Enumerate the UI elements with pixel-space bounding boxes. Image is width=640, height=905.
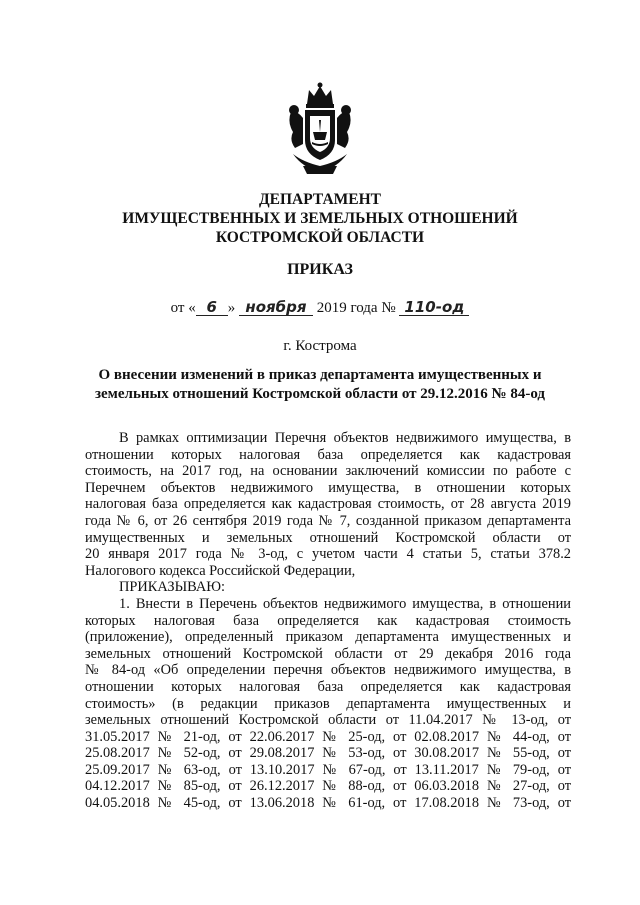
order-word: ПРИКАЗЫВАЮ: [119,579,226,596]
item-line: которых налоговая база определяется как кадастровая стоимость [85,612,571,629]
kostroma-coat-of-arms-icon [283,82,357,178]
number-sign: № [381,300,396,316]
item-line: отношении которых налоговая база определяется как кадастровая [85,678,571,695]
preamble-line: 20 января 2017 года № 3-од, с учетом части 4 статьи 5, статьи 378.2 [85,546,571,563]
subject-line-1: О внесении изменений в приказ департамента имущественных и [98,367,542,383]
order-body [85,430,571,812]
item-line: 31.05.2017 № 21-од, от 22.06.2017 № 25-од, от 02.08.2017 № 44-од, от [85,728,571,745]
preamble-paragraph [85,430,571,579]
item-line: земельных отношений Костромской области от 29 декабря 2016 года [85,645,571,662]
item-line: 25.09.2017 № 63-од, от 13.10.2017 № 67-од, от 13.11.2017 № 79-од, от [85,761,571,778]
item-line: стоимость» (в редакции приказов департамента имущественных и [85,695,571,712]
order-date-line [0,299,640,317]
item-line: № 84-од «Об определении перечня объектов недвижимого имущества, в [85,662,571,679]
date-prefix: от « [170,300,196,316]
item-line: 1. Внести в Перечень объектов недвижимого имущества, в отношении [119,595,571,612]
date-day: 6 [196,299,228,316]
date-mid: » [227,300,236,316]
item-line: земельных отношений Костромской области от 11.04.2017 № 13-од, от [85,712,571,729]
order-number: 110-од [399,299,469,316]
preamble-line: налоговая база определяется как кадастровая стоимость, от 28 августа 2019 [85,496,571,513]
preamble-line: В рамках оптимизации Перечня объектов недвижимого имущества, в [119,430,571,446]
department-line-1: ДЕПАРТАМЕНТ [258,191,382,208]
preamble-line: Перечнем объектов недвижимого имущества, в отношении которых [85,479,571,496]
subject-line-2: земельных отношений Костромской области от 29.12.2016 № 84-од [94,386,546,402]
item-1-paragraph [85,596,571,812]
order-title: ПРИКАЗ [287,261,353,278]
department-name [0,190,640,247]
date-month: ноября [239,299,313,316]
item-line: 04.12.2017 № 85-од, от 26.12.2017 № 88-од, от 06.03.2018 № 27-од, от [85,778,571,795]
preamble-line: имущественных и земельных отношений Костромской области от [85,529,571,546]
preamble-line: Налогового кодекса Российской Федерации, [85,562,356,579]
item-line: (приложение), определенный приказом департамента имущественных и [85,629,571,646]
department-line-3: КОСТРОМСКОЙ ОБЛАСТИ [215,229,425,246]
order-subject [0,366,640,404]
city: г. Кострома [283,338,357,354]
department-line-2: ИМУЩЕСТВЕННЫХ И ЗЕМЕЛЬНЫХ ОТНОШЕНИЙ [122,210,518,227]
item-line: 04.05.2018 № 45-од, от 13.06.2018 № 61-од, от 17.08.2018 № 73-од, от [85,795,571,812]
preamble-line: отношении которых налоговая база определяется как кадастровая [85,446,571,463]
date-year: 2019 года [316,300,378,316]
preamble-line: стоимость, на 2017 год, на основании заключений комиссии по работе с [85,463,571,480]
preamble-line: года № 6, от 26 сентября 2019 года № 7, созданной приказом департамента [85,512,571,529]
item-line: 25.08.2017 № 52-од, от 29.08.2017 № 53-од, от 30.08.2017 № 55-од, от [85,745,571,762]
